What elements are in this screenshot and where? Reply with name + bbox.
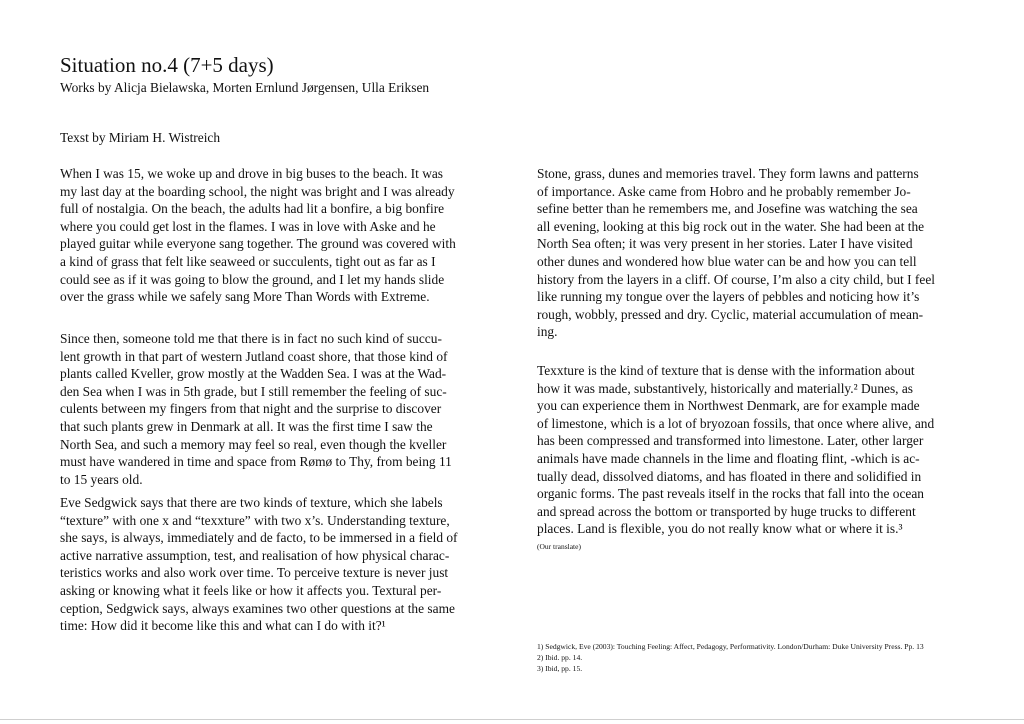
footnotes	[537, 641, 924, 674]
text-line: has been compressed and transformed into limestone. Later, other larger	[537, 433, 924, 449]
paragraph	[60, 330, 452, 488]
text-line: sefine better than he remembers me, and Josefine was watching the sea	[537, 201, 918, 217]
text-line: and spread across the bottom or transported by huge trucks to different	[537, 503, 916, 519]
text-line: of limestone, which is a lot of bryozoan fossils, that once where alive, and	[537, 415, 935, 431]
text-line: den Sea when I was in 5th grade, but I still remember the feeling of suc-	[60, 383, 447, 399]
text-line: could see as if it was going to blow the ground, and I let my hands slide	[60, 271, 445, 287]
text-line: a kind of grass that felt like seaweed or succulents, tight out as far as I	[60, 253, 436, 269]
page-title: Situation no.4 (7+5 days)	[60, 53, 274, 77]
text-line: “texture” with one x and “texxture” with two x’s. Understanding texture,	[60, 512, 450, 528]
text-line: ing.	[537, 324, 558, 340]
text-line: she says, is always, immediately and de facto, to be immersed in a field of	[60, 530, 458, 546]
footnote: 2) Ibid. pp. 14.	[537, 653, 583, 662]
text-line: places. Land is flexible, you do not really know what or where it is.³	[537, 521, 903, 537]
text-line: must have wandered in time and space from Rømø to Thy, from being 11	[60, 454, 452, 470]
text-line: culents between my fingers from that night and the surprise to discover	[60, 401, 442, 417]
text-line: time: How did it become like this and what can I do with it?¹	[60, 618, 386, 634]
text-line: active narrative assumption, test, and realisation of how physical charac-	[60, 547, 450, 563]
paragraph	[60, 165, 456, 306]
text-line: rough, wobbly, pressed and dry. Cyclic, material accumulation of mean-	[537, 306, 924, 322]
text-line: When I was 15, we woke up and drove in big buses to the beach. It was	[60, 166, 444, 181]
text-line: Eve Sedgwick says that there are two kinds of texture, which she labels	[60, 495, 443, 510]
text-line: North Sea, and such a memory may feel so real, even though the kveller	[60, 436, 447, 452]
text-line: tually dead, dissolved diatoms, and has floated in there and solidified in	[537, 468, 922, 484]
text-line: other dunes and wondered how blue water can be and how you can tell	[537, 253, 917, 269]
text-line: of importance. Aske came from Hobro and he probably remember Jo-	[537, 183, 911, 199]
footnote: 3) Ibid, pp. 15.	[537, 664, 583, 673]
text-line: my last day at the boarding school, the night was bright and I was already	[60, 183, 455, 199]
paragraph	[60, 494, 458, 635]
text-line: played guitar while everyone sang together. The ground was covered with	[60, 236, 456, 252]
text-line: Stone, grass, dunes and memories travel. They form lawns and patterns	[537, 166, 919, 181]
text-line: to 15 years old.	[60, 471, 143, 487]
text-line: full of nostalgia. On the beach, the adults had lit a bonfire, a big bonfire	[60, 201, 445, 217]
text-line: all evening, looking at this big rock out in the water. She had been at the	[537, 218, 925, 234]
text-line: Texxture is the kind of texture that is dense with the information about	[537, 363, 915, 378]
text-line: North Sea often; it was very present in her stories. Later I have visited	[537, 236, 913, 252]
text-line: ception, Sedgwick says, always examines two other questions at the same	[60, 600, 455, 616]
text-line: over the grass while we safely sang More Than Words with Extreme.	[60, 289, 430, 305]
paragraph	[537, 165, 935, 341]
author-byline: Texst by Miriam H. Wistreich	[60, 130, 221, 145]
text-line: organic forms. The past reveals itself in the rocks that fall into the ocean	[537, 486, 924, 502]
page-subtitle: Works by Alicja Bielawska, Morten Ernlund Jørgensen, Ulla Eriksen	[60, 80, 430, 95]
text-line: animals have made channels in the lime and floating flint, -which is ac-	[537, 450, 920, 466]
text-line: that such plants grew in Denmark at all. It was the first time I saw the	[60, 418, 433, 434]
text-line: lent growth in that part of western Jutland coast shore, that those kind of	[60, 348, 448, 364]
text-line: like running my tongue over the layers of pebbles and noticing how it’s	[537, 289, 920, 305]
text-line: history from the layers in a cliff. Of course, I’m also a city child, but I feel	[537, 271, 935, 287]
footnote: 1) Sedgwick, Eve (2003): Touching Feeling: Affect, Pedagogy, Performativity. London/Durham: Duke University Press. Pp. 13	[537, 642, 924, 651]
text-line: plants called Kveller, grow mostly at the Wadden Sea. I was at the Wad-	[60, 366, 447, 382]
text-line: where you could get lost in the flames. I was in love with Aske and he	[60, 218, 436, 234]
text-line: you can experience them in Northwest Denmark, are for example made	[537, 398, 920, 414]
text-line: Since then, someone told me that there is in fact no such kind of succu-	[60, 331, 442, 346]
text-line: how it was made, substantively, historically and materially.² Dunes, as	[537, 380, 914, 396]
translation-note: (Our translate)	[537, 542, 581, 551]
text-line: asking or knowing what it feels like or how it affects you. Textural per-	[60, 582, 442, 598]
text-line: teristics works and also work over time. To perceive texture is never just	[60, 565, 449, 581]
paragraph	[537, 362, 934, 538]
